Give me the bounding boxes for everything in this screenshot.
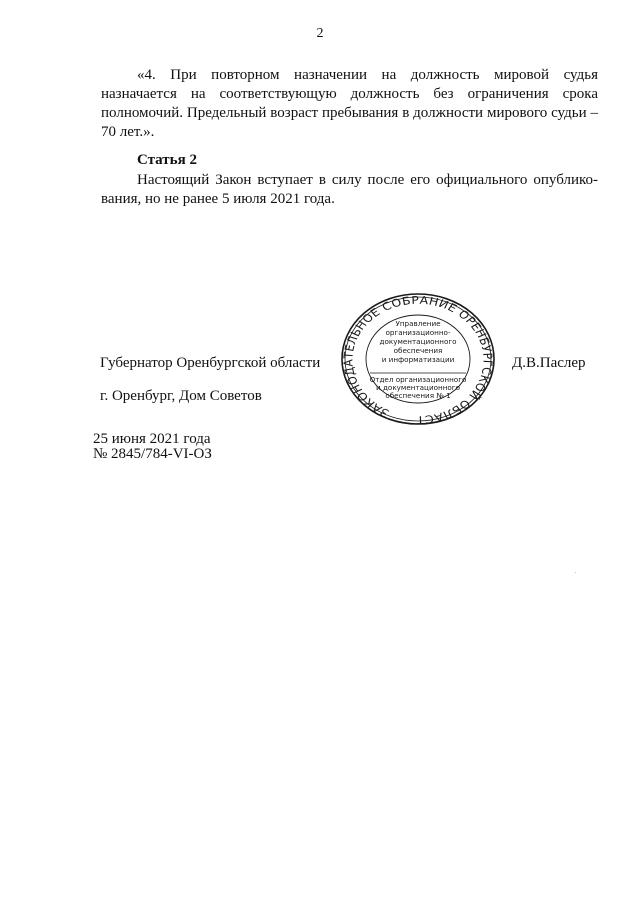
seal-line-6: Отдел организационного: [369, 375, 467, 384]
seal-line-7: и документационного: [376, 383, 460, 392]
signatory-name: Д.В.Паслер: [512, 355, 586, 371]
article-line-2: вания, но не ранее 5 июля 2021 года.: [101, 191, 335, 207]
signing-place: г. Оренбург, Дом Советов: [100, 388, 262, 404]
amendment-line-3: полномочий. Предельный возраст пребывания в должности мирового судьи –: [101, 105, 598, 121]
seal-line-4: обеспечения: [393, 346, 443, 355]
seal-line-8: обеспечения № 1: [385, 391, 451, 400]
article-heading: Статья 2: [137, 152, 197, 168]
seal-line-3: документационного: [379, 337, 457, 346]
seal-line-1: Управление: [395, 319, 441, 328]
amendment-line-4: 70 лет.».: [101, 124, 155, 140]
signing-date: 25 июня 2021 года: [93, 431, 211, 447]
page-number: 2: [316, 26, 324, 41]
amendment-line-1: «4. При повторном назначении на должность мировой судья: [137, 67, 598, 83]
official-seal: [340, 292, 496, 426]
scan-speck: [575, 572, 576, 573]
seal-ring-text: ЗАКОНОДАТЕЛЬНОЕ СОБРАНИЕ ОРЕНБУРГСКОЙ ОБЛАСТ: [340, 293, 496, 426]
signatory-position: Губернатор Оренбургской области: [100, 355, 321, 371]
seal-line-5: и информатизации: [381, 355, 455, 364]
law-number: № 2845/784-VI-ОЗ: [93, 446, 212, 462]
amendment-paragraph: [101, 66, 598, 142]
article-line-1: Настоящий Закон вступает в силу после его официального опублико-: [137, 172, 598, 188]
article-paragraph: [101, 171, 598, 209]
seal-line-2: организационно-: [385, 328, 451, 337]
amendment-line-2: назначается на соответствующую должность без ограничения срока: [101, 86, 598, 102]
